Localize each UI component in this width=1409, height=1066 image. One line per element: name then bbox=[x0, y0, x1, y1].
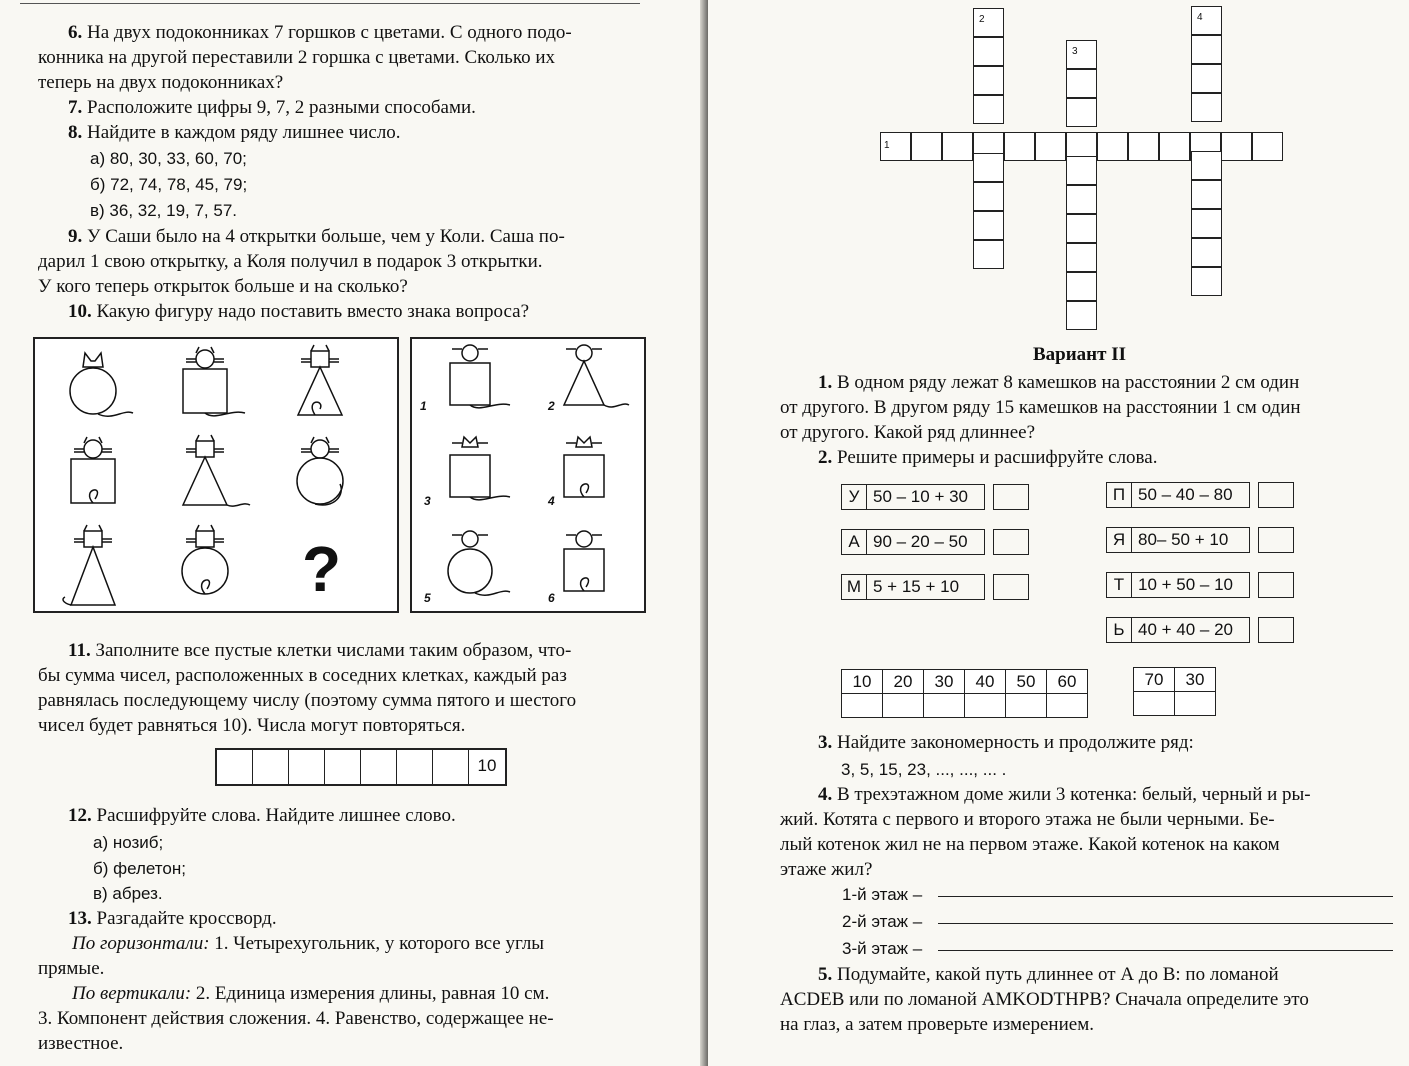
task-6-line-3: теперь на двух подоконниках? bbox=[38, 72, 284, 93]
decode-cell[interactable] bbox=[924, 694, 965, 718]
cat-puzzle-grid bbox=[33, 337, 399, 613]
crossword-cell[interactable] bbox=[1035, 132, 1066, 161]
example-soft-sign: Ь 40 + 40 – 20 bbox=[1106, 617, 1294, 643]
crossword-cell[interactable] bbox=[973, 8, 1004, 37]
task-6-number: 6. bbox=[68, 22, 83, 43]
crossword-cell[interactable] bbox=[973, 153, 1004, 182]
decode-cell[interactable] bbox=[842, 694, 883, 718]
decode-cell[interactable] bbox=[883, 694, 924, 718]
crossword-grid bbox=[708, 0, 1409, 330]
crossword-cell[interactable] bbox=[1066, 156, 1097, 185]
v2-task-1-line-3: от другого. Какой ряд длиннее? bbox=[780, 422, 1036, 443]
task-11-line-3: равнялась последующему числу (поэтому сумма пятого и шестого bbox=[38, 690, 577, 711]
floor-2-answer-line[interactable] bbox=[938, 923, 1393, 924]
crossword-number-4: 4 bbox=[1197, 12, 1203, 23]
cat-square-body-round-head bbox=[183, 347, 245, 416]
v2-task-3-series: 3, 5, 15, 23, ..., ..., ... . bbox=[841, 760, 1007, 779]
answer-box[interactable] bbox=[1258, 482, 1294, 508]
task-12-c: в) абрез. bbox=[93, 884, 163, 903]
floor-2-label: 2-й этаж – bbox=[842, 912, 923, 931]
answer-box[interactable] bbox=[1258, 617, 1294, 643]
option-5-label: 5 bbox=[424, 591, 431, 605]
answer-options-grid bbox=[410, 337, 646, 613]
example-m: М 5 + 15 + 10 bbox=[841, 574, 1029, 600]
task-11-line-1: 11. Заполните все пустые клетки числами таким образом, что- bbox=[68, 640, 572, 661]
variant-heading: Вариант II bbox=[1033, 344, 1127, 365]
task-6-line-2: конника на другой переставили 2 горшка с цветами. Сколько их bbox=[38, 47, 555, 68]
example-t: Т 10 + 50 – 10 bbox=[1106, 572, 1294, 598]
answer-box[interactable] bbox=[1258, 527, 1294, 553]
crossword-cell[interactable] bbox=[1066, 272, 1097, 301]
crossword-cell[interactable] bbox=[1221, 132, 1252, 161]
example-a: А 90 – 20 – 50 bbox=[841, 529, 1029, 555]
crossword-cell[interactable] bbox=[1066, 243, 1097, 272]
question-mark-icon: ? bbox=[302, 533, 342, 605]
cat-circle-body-square-head bbox=[182, 525, 228, 594]
task-12-a: а) нозиб; bbox=[93, 833, 164, 852]
v2-task-1-line-1: 1. В одном ряду лежат 8 камешков на расстоянии 2 см один bbox=[818, 372, 1300, 393]
crossword-cell[interactable] bbox=[973, 37, 1004, 66]
decode-table-2: 70 30 bbox=[1133, 667, 1216, 716]
crossword-cell[interactable] bbox=[942, 132, 973, 161]
option-4-label: 4 bbox=[548, 494, 555, 508]
task-13: 13. Разгадайте кроссворд. bbox=[68, 908, 277, 929]
task-6-line-1: 6. На двух подоконниках 7 горшков с цветами. С одного подо- bbox=[68, 22, 572, 43]
sum-cell[interactable] bbox=[433, 750, 469, 784]
task-11-line-2: бы сумма чисел, расположенных в соседних клетках, каждый раз bbox=[38, 665, 567, 686]
v2-task-4-line-4: этаже жил? bbox=[780, 859, 873, 880]
crossword-cell[interactable] bbox=[973, 240, 1004, 269]
task-9-line-1: 9. У Саши было на 4 открытки больше, чем у Коли. Саша по- bbox=[68, 226, 565, 247]
crossword-cell[interactable] bbox=[973, 66, 1004, 95]
floor-3-answer-line[interactable] bbox=[938, 950, 1393, 951]
crossword-cell[interactable] bbox=[1066, 98, 1097, 127]
cat-circle-body-round-head bbox=[297, 437, 343, 505]
decode-cell[interactable] bbox=[1134, 692, 1175, 716]
v2-task-4-line-2: жий. Котята с первого и второго этажа не были черными. Бе- bbox=[780, 809, 1275, 830]
task-8-a: а) 80, 30, 33, 60, 70; bbox=[90, 149, 247, 168]
crossword-cell[interactable] bbox=[1191, 64, 1222, 93]
task-8: 8. Найдите в каждом ряду лишнее число. bbox=[68, 122, 401, 143]
crossword-cell[interactable] bbox=[1191, 6, 1222, 35]
task-13-horizontal: По горизонтали: 1. Четырехугольник, у которого все углы bbox=[72, 933, 545, 954]
task-12-b: б) фелетон; bbox=[93, 859, 186, 878]
task-11-line-4: чисел будет равняться 10). Числа могут повторяться. bbox=[38, 715, 466, 736]
floor-1-label: 1-й этаж – bbox=[842, 885, 923, 904]
answer-box[interactable] bbox=[1258, 572, 1294, 598]
right-page bbox=[708, 0, 1409, 1066]
crossword-cell[interactable] bbox=[911, 132, 942, 161]
decode-cell[interactable] bbox=[1006, 694, 1047, 718]
answer-box[interactable] bbox=[993, 484, 1029, 510]
crossword-cell[interactable] bbox=[1191, 267, 1222, 296]
floor-1-answer-line[interactable] bbox=[938, 896, 1393, 897]
example-ya: Я 80– 50 + 10 bbox=[1106, 527, 1294, 553]
option-1-label: 1 bbox=[420, 399, 427, 413]
crossword-cell[interactable] bbox=[1191, 93, 1222, 122]
sum-cell[interactable] bbox=[289, 750, 325, 784]
task-9-line-3: У кого теперь открыток больше и на сколько? bbox=[38, 276, 408, 297]
crossword-cell[interactable] bbox=[1191, 209, 1222, 238]
option-6-label: 6 bbox=[548, 591, 555, 605]
cat-circle-body-triangle-head bbox=[70, 353, 133, 416]
task-8-c: в) 36, 32, 19, 7, 57. bbox=[90, 201, 238, 220]
sum-cell[interactable] bbox=[253, 750, 289, 784]
crossword-cell[interactable] bbox=[1159, 132, 1190, 161]
top-rule bbox=[20, 3, 640, 4]
v2-task-5-line-2: ACDEB или по ломаной AMKODTHPB? Сначала определите это bbox=[780, 989, 1309, 1010]
cat-figures bbox=[35, 339, 397, 611]
task-7: 7. Расположите цифры 9, 7, 2 разными способами. bbox=[68, 97, 476, 118]
cat-triangle-body-square-head-3 bbox=[63, 525, 115, 605]
task-13-vertical-3: известное. bbox=[38, 1033, 124, 1054]
sum-cells-row bbox=[215, 748, 507, 786]
example-p: П 50 – 40 – 80 bbox=[1106, 482, 1294, 508]
decode-table-1: 10 20 30 40 50 60 bbox=[841, 669, 1088, 718]
v2-task-2: 2. Решите примеры и расшифруйте слова. bbox=[818, 447, 1158, 468]
sum-cell[interactable] bbox=[361, 750, 397, 784]
v2-task-4-line-3: лый котенок жил не на первом этаже. Какой котенок на каком bbox=[780, 834, 1280, 855]
answer-box[interactable] bbox=[993, 529, 1029, 555]
example-u: У 50 – 10 + 30 bbox=[841, 484, 1029, 510]
cat-square-body-round-head-2 bbox=[71, 437, 115, 503]
crossword-cell[interactable] bbox=[1066, 69, 1097, 98]
cat-triangle-body-square-head bbox=[298, 345, 342, 415]
option-figures bbox=[412, 339, 644, 611]
task-10: 10. Какую фигуру надо поставить вместо знака вопроса? bbox=[68, 301, 530, 322]
crossword-number-3: 3 bbox=[1072, 46, 1078, 57]
v2-task-4-line-1: 4. В трехэтажном доме жили 3 котенка: белый, черный и ры- bbox=[818, 784, 1311, 805]
task-12: 12. Расшифруйте слова. Найдите лишнее слово. bbox=[68, 805, 456, 826]
option-2-label: 2 bbox=[548, 399, 555, 413]
task-9-line-2: дарил 1 свою открытку, а Коля получил в подарок 3 открытки. bbox=[38, 251, 543, 272]
sum-cell[interactable] bbox=[397, 750, 433, 784]
task-13-horizontal-2: прямые. bbox=[38, 958, 105, 979]
answer-box[interactable] bbox=[993, 574, 1029, 600]
crossword-cell[interactable] bbox=[1191, 238, 1222, 267]
sum-cell[interactable] bbox=[325, 750, 361, 784]
crossword-cell[interactable] bbox=[1066, 40, 1097, 69]
task-13-vertical-2: 3. Компонент действия сложения. 4. Равенство, содержащее не- bbox=[38, 1008, 554, 1029]
crossword-cell[interactable] bbox=[1252, 132, 1283, 161]
crossword-cell[interactable] bbox=[1191, 180, 1222, 209]
crossword-cell[interactable] bbox=[1066, 214, 1097, 243]
decode-cell[interactable] bbox=[965, 694, 1006, 718]
v2-task-5-line-1: 5. Подумайте, какой путь длиннее от А до В: по ломаной bbox=[818, 964, 1279, 985]
task-13-vertical: По вертикали: 2. Единица измерения длины, равная 10 см. bbox=[72, 983, 550, 1004]
crossword-cell[interactable] bbox=[1128, 132, 1159, 161]
crossword-cell[interactable] bbox=[1066, 301, 1097, 330]
decode-cell[interactable] bbox=[1047, 694, 1088, 718]
crossword-cell[interactable] bbox=[1191, 151, 1222, 180]
option-3-label: 3 bbox=[424, 494, 431, 508]
floor-3-label: 3-й этаж – bbox=[842, 939, 923, 958]
crossword-cell[interactable] bbox=[973, 211, 1004, 240]
crossword-cell[interactable] bbox=[1066, 185, 1097, 214]
crossword-cell[interactable] bbox=[1004, 132, 1035, 161]
v2-task-5-line-3: на глаз, а затем проверьте измерением. bbox=[780, 1014, 1094, 1035]
crossword-cell[interactable] bbox=[973, 182, 1004, 211]
crossword-cell[interactable] bbox=[1097, 132, 1128, 161]
cat-triangle-body-square-head-2 bbox=[183, 435, 250, 506]
v2-task-3: 3. Найдите закономерность и продолжите ряд: bbox=[818, 732, 1194, 753]
v2-task-1-line-2: от другого. В другом ряду 15 камешков на расстоянии 1 см один bbox=[780, 397, 1301, 418]
crossword-number-1: 1 bbox=[884, 140, 890, 151]
crossword-cell[interactable] bbox=[973, 95, 1004, 124]
sum-cell[interactable] bbox=[217, 750, 253, 784]
task-8-b: б) 72, 74, 78, 45, 79; bbox=[90, 175, 248, 194]
sum-cell-last: 10 bbox=[477, 756, 497, 775]
crossword-cell[interactable] bbox=[1191, 35, 1222, 64]
decode-cell[interactable] bbox=[1175, 692, 1216, 716]
crossword-number-2: 2 bbox=[979, 14, 985, 25]
